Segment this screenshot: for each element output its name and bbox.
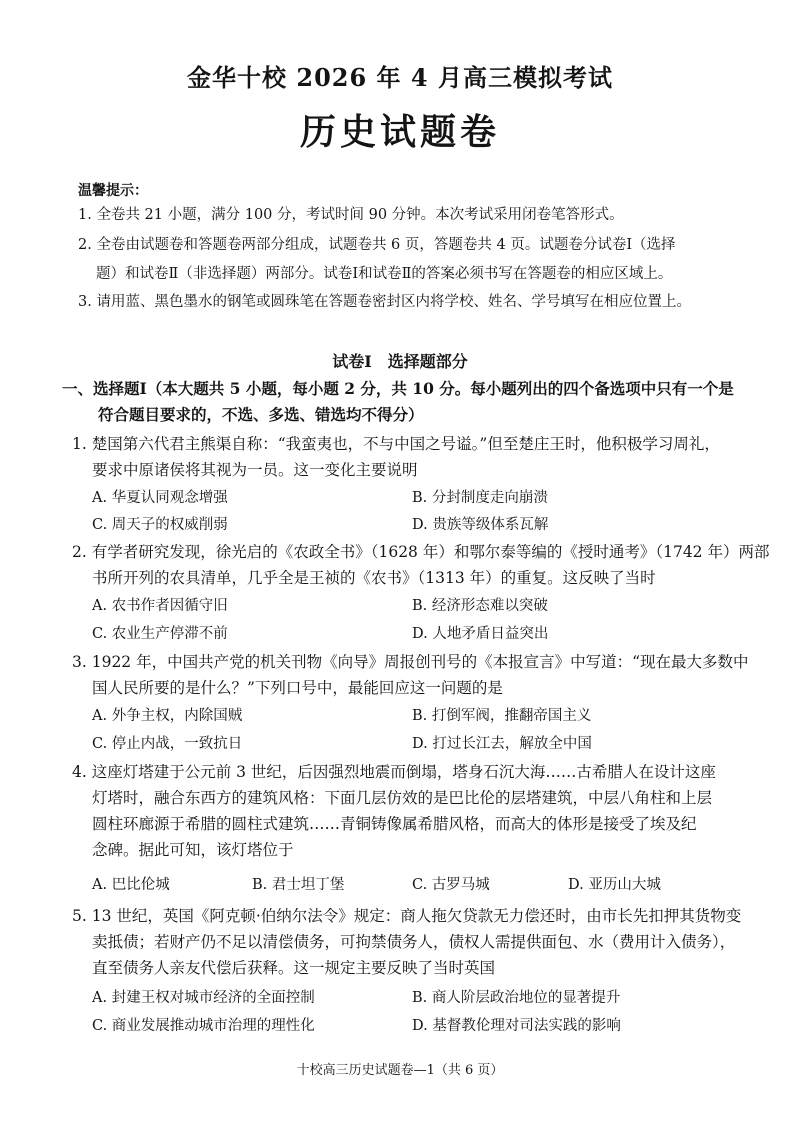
notice-item-1: 1. 全卷共 21 小题，满分 100 分，考试时间 90 分钟。本次考试采用闭卷笔答形式。 (78, 207, 624, 223)
notice-heading: 温馨提示： (78, 183, 148, 199)
question-stem: 念碑。据此可知，该灯塔位于 (92, 841, 294, 859)
question-stem: 5. 13 世纪，英国《阿克顿·伯纳尔法令》规定：商人拖欠贷款无力偿还时，由市长先扣押其货物变 (72, 907, 742, 925)
part-instruction: 一、选择题Ⅰ（本大题共 5 小题，每小题 2 分，共 10 分。每小题列出的四个备选项中只有一个是 (62, 379, 734, 398)
question-stem: 卖抵债；若财产仍不足以清偿债务，可拘禁债务人，债权人需提供面包、水（费用计入债务）， (92, 933, 736, 951)
question-stem: 3. 1922 年，中国共产党的机关刊物《向导》周报创刊号的《本报宣言》中写道：“现在最大多数中 (72, 653, 749, 671)
option-a: A. 农书作者因循守旧 (92, 598, 228, 614)
question-stem: 灯塔时，融合东西方的建筑风格：下面几层仿效的是巴比伦的层塔建筑，中层八角柱和上层 (92, 789, 713, 807)
question-stem: 直至债务人亲友代偿后获释。这一规定主要反映了当时英国 (92, 959, 496, 977)
question-stem: 书所开列的农具清单，几乎全是王祯的《农书》（1313 年）的重复。这反映了当时 (92, 569, 656, 587)
question-stem: 国人民所要的是什么？”下列口号中，最能回应这一问题的是 (92, 679, 503, 697)
notice-item-3: 3. 请用蓝、黑色墨水的钢笔或圆珠笔在答题卷密封区内将学校、姓名、学号填写在相应位置上。 (78, 294, 691, 310)
question-stem: 圆柱环廊源于希腊的圆柱式建筑……青铜铸像属希腊风格，而高大的体形是接受了埃及纪 (92, 815, 697, 833)
option-d: D. 贵族等级体系瓦解 (412, 517, 549, 533)
option-d: D. 基督教伦理对司法实践的影响 (412, 1018, 621, 1034)
option-b: B. 经济形态难以突破 (412, 598, 548, 614)
option-a: A. 封建王权对城市经济的全面控制 (92, 990, 315, 1006)
option-c: C. 古罗马城 (412, 877, 490, 893)
option-c: C. 停止内战，一致抗日 (92, 736, 243, 752)
question-stem: 要求中原诸侯将其视为一员。这一变化主要说明 (92, 461, 418, 479)
page-footer: 十校高三历史试题卷—1（共 6 页） (296, 1063, 504, 1078)
option-b: B. 打倒军阀，推翻帝国主义 (412, 708, 592, 724)
option-d: D. 人地矛盾日益突出 (412, 626, 549, 642)
option-c: C. 农业生产停滞不前 (92, 626, 228, 642)
option-b: B. 君士坦丁堡 (252, 877, 345, 893)
option-c: C. 商业发展推动城市治理的理性化 (92, 1018, 315, 1034)
option-c: C. 周天子的权威削弱 (92, 517, 228, 533)
option-a: A. 华夏认同观念增强 (92, 490, 228, 506)
notice-item-2-cont: 题）和试卷Ⅱ（非选择题）两部分。试卷Ⅰ和试卷Ⅱ的答案必须书写在答题卷的相应区域上。 (96, 266, 673, 282)
exam-title: 金华十校 2026 年 4 月高三模拟考试 (187, 63, 613, 92)
notice-item-2: 2. 全卷由试题卷和答题卷两部分组成，试题卷共 6 页，答题卷共 4 页。试题卷分试卷Ⅰ（选择 (78, 237, 676, 253)
option-b: B. 商人阶层政治地位的显著提升 (412, 990, 621, 1006)
question-stem: 1. 楚国第六代君主熊渠自称：“我蛮夷也，不与中国之号谥。”但至楚庄王时，他积极学习周礼， (72, 435, 720, 453)
option-b: B. 分封制度走向崩溃 (412, 490, 548, 506)
option-d: D. 亚历山大城 (568, 877, 661, 893)
option-d: D. 打过长江去，解放全中国 (412, 736, 592, 752)
part-instruction-cont: 符合题目要求的，不选、多选、错选均不得分） (98, 405, 424, 424)
option-a: A. 巴比伦城 (92, 877, 170, 893)
option-a: A. 外争主权，内除国贼 (92, 708, 243, 724)
paper-title: 历史试题卷 (299, 111, 500, 153)
question-stem: 2. 有学者研究发现，徐光启的《农政全书》（1628 年）和鄂尔泰等编的《授时通考》（1742 年）两部 (72, 543, 770, 561)
question-stem: 4. 这座灯塔建于公元前 3 世纪，后因强烈地震而倒塌，塔身石沉大海……古希腊人在设计这座 (72, 763, 716, 781)
section-title: 试卷Ⅰ 选择题部分 (332, 352, 468, 371)
